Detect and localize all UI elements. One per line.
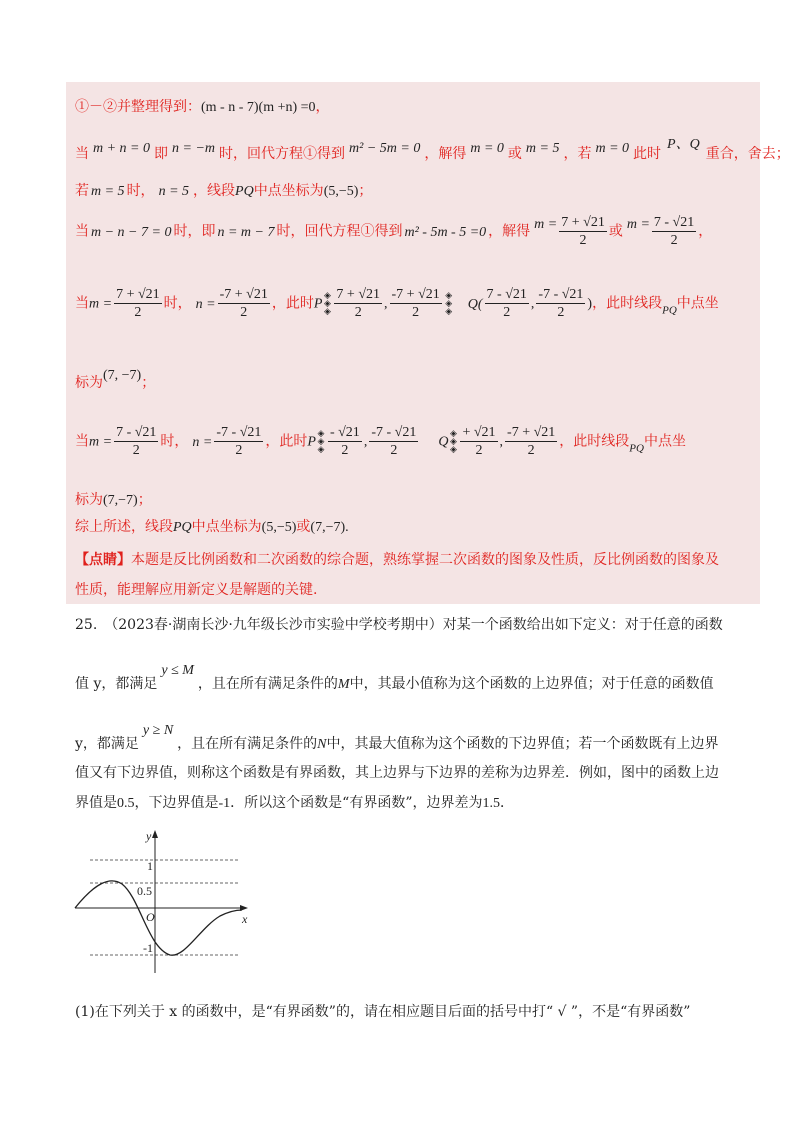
numerator: 7 + √21 bbox=[561, 215, 605, 230]
function-graph bbox=[70, 828, 260, 978]
numerator: -7 + √21 bbox=[507, 425, 556, 440]
fraction bbox=[485, 286, 529, 321]
numerator: -7 - √21 bbox=[216, 425, 262, 440]
text: ，此时线段 bbox=[592, 295, 663, 312]
text: ，线段 bbox=[193, 183, 236, 199]
solution-line-8 bbox=[75, 489, 152, 509]
value: -1 bbox=[218, 796, 231, 811]
numerator: 7 + √21 bbox=[336, 287, 381, 302]
text: 若 bbox=[75, 183, 89, 199]
problem-line-2 bbox=[75, 663, 714, 693]
fraction bbox=[214, 424, 263, 459]
text: ，此时 bbox=[271, 295, 314, 312]
text: ，下边界值是 bbox=[134, 795, 219, 811]
equation: (7,−7) bbox=[103, 493, 138, 508]
equation: m² - 5m - 5 =0 bbox=[404, 224, 487, 240]
equation: (7, −7) bbox=[103, 368, 142, 383]
text: ) bbox=[587, 296, 593, 312]
text: ，若 bbox=[563, 146, 592, 162]
bracket-glyph: ◈ ◈ ◈ bbox=[323, 290, 331, 317]
equation: m = 5 bbox=[91, 184, 125, 199]
equation: n = m − 7 bbox=[217, 224, 275, 240]
text: 综上所述，线段 bbox=[75, 519, 173, 535]
numerator: 7 + √21 bbox=[116, 287, 160, 302]
tick-label-05: 0.5 bbox=[137, 884, 152, 898]
text: 中，其最小值称为这个函数的上边界值；对于任意的函数值 bbox=[349, 676, 714, 692]
text: 时，回代方程①得到 bbox=[219, 146, 346, 162]
text: 中点坐标为 bbox=[191, 519, 262, 535]
fraction bbox=[114, 424, 158, 459]
equation: m = 0 bbox=[470, 141, 504, 156]
text: ； bbox=[358, 183, 373, 199]
text: 此时 bbox=[633, 146, 662, 162]
numerator: + √21 bbox=[462, 425, 496, 440]
text: 值 y，都满足 bbox=[75, 676, 158, 692]
equation: n = bbox=[192, 434, 213, 450]
text: ； bbox=[141, 375, 156, 391]
denominator: 2 bbox=[134, 305, 142, 320]
fraction bbox=[369, 424, 418, 459]
fraction bbox=[390, 286, 442, 321]
text: 界值是 bbox=[75, 795, 117, 811]
bracket-glyph: ◈ ◈ ◈ bbox=[317, 428, 325, 455]
equation: m = bbox=[89, 296, 113, 312]
text: 或 bbox=[296, 519, 311, 535]
fraction bbox=[334, 286, 382, 321]
point-label: P bbox=[307, 434, 316, 450]
text: 时，回代方程①得到 bbox=[276, 223, 403, 240]
numerator: -7 + √21 bbox=[391, 287, 440, 302]
equation: y ≥ N bbox=[142, 723, 174, 738]
solution-line-7: 当m = $\frac{7 - √21}{2}$ 时， n = $\frac{-7 - √21}{2}$ ，此时P◈ ◈ ◈ $\frac{- √21}{2}$ , $\frac{-7 - √21}{2}$ Q◈ ◈ ◈ $\frac{+ √21}{2}$ , $\frac{-7 + √21}{2}$ ，此时线段$_{PQ}$中点坐 bbox=[75, 425, 686, 458]
fraction bbox=[505, 424, 557, 459]
equation: n = bbox=[195, 296, 216, 312]
text: ， bbox=[698, 223, 713, 240]
equation: (5,−5) bbox=[261, 520, 297, 535]
text: ， bbox=[315, 99, 330, 115]
text: ，且在所有满足条件的 bbox=[177, 736, 318, 752]
equation: m = bbox=[534, 216, 558, 232]
fraction bbox=[114, 286, 162, 321]
numerator: 7 - √21 bbox=[653, 215, 695, 230]
text: ． bbox=[500, 795, 514, 811]
text: ，此时线段 bbox=[559, 433, 630, 450]
fraction bbox=[460, 424, 497, 459]
denominator: 2 bbox=[132, 443, 140, 458]
text: 中点坐 bbox=[643, 433, 686, 450]
problem-line-4: 值又有下边界值，则称这个函数是有界函数，其上边界与下边界的差称为边界差．例如，图中的函数上边 bbox=[75, 765, 719, 781]
text: 或 bbox=[507, 146, 522, 162]
point-label: Q bbox=[438, 434, 449, 450]
equation: m + n = 0 bbox=[93, 141, 151, 156]
equation: y ≤ M bbox=[161, 663, 194, 678]
denominator: 2 bbox=[527, 443, 535, 458]
equation: m = bbox=[626, 216, 650, 232]
y-axis-label: y bbox=[146, 829, 152, 843]
denominator: 2 bbox=[341, 443, 349, 458]
text: 标为 bbox=[75, 375, 103, 391]
solution-line-11 bbox=[75, 579, 317, 599]
numerator: 7 - √21 bbox=[116, 425, 157, 440]
numerator: -7 + √21 bbox=[219, 287, 268, 302]
denominator: 2 bbox=[670, 233, 678, 248]
text: y，都满足 bbox=[75, 736, 139, 752]
text: 当 bbox=[75, 223, 89, 240]
solution-line-9 bbox=[75, 516, 349, 536]
numerator: -7 - √21 bbox=[538, 287, 584, 302]
solution-line-1 bbox=[75, 96, 330, 116]
point-label: Q( bbox=[467, 296, 483, 312]
equation: (m - n - 7)(m +n) =0 bbox=[201, 100, 316, 115]
equation: m − n − 7 = 0 bbox=[91, 224, 172, 240]
fraction bbox=[559, 214, 607, 249]
equation: m² − 5m = 0 bbox=[349, 141, 421, 156]
text: 标为 bbox=[75, 492, 103, 508]
equation: N bbox=[317, 737, 327, 752]
text: 时， bbox=[163, 295, 192, 312]
text: 中点坐 bbox=[676, 295, 719, 312]
denominator: 2 bbox=[557, 305, 565, 320]
text: ； bbox=[137, 492, 152, 508]
solution-line-4 bbox=[75, 214, 712, 249]
equation: m = bbox=[89, 434, 113, 450]
problem-line-1: 25. （2023春·湖南长沙·九年级长沙市实验中学校考期中）对某一个函数给出如下定义：对于任意的函数 bbox=[75, 617, 723, 633]
equation: P、Q bbox=[667, 137, 700, 152]
tick-label-1: 1 bbox=[147, 859, 153, 873]
text: . bbox=[345, 520, 349, 535]
solution-line-10 bbox=[75, 549, 719, 569]
equation: (5,−5) bbox=[323, 184, 359, 199]
text: 当 bbox=[75, 295, 89, 312]
text: ．所以这个函数是“有界函数”，边界差为 bbox=[230, 795, 483, 811]
text: 中，其最大值称为这个函数的下边界值；若一个函数既有上边界 bbox=[326, 736, 719, 752]
problem-line-3 bbox=[75, 723, 719, 753]
equation: PQ bbox=[173, 520, 192, 535]
text: 时，即 bbox=[173, 223, 216, 240]
value: 1.5 bbox=[482, 796, 500, 811]
denominator: 2 bbox=[390, 443, 398, 458]
text: 性质，能理解应用新定义是解题的关键. bbox=[75, 582, 318, 598]
solution-line-2 bbox=[75, 133, 790, 163]
solution-line-3 bbox=[75, 180, 372, 200]
text: 中点坐标为 bbox=[253, 183, 324, 199]
numerator: -7 - √21 bbox=[371, 425, 417, 440]
y-axis-arrow bbox=[152, 830, 158, 838]
tick-label-m1: -1 bbox=[143, 941, 153, 955]
text: 时， bbox=[160, 433, 189, 450]
denominator: 2 bbox=[503, 305, 511, 320]
problem-line-5 bbox=[75, 792, 514, 812]
text: ，且在所有满足条件的 bbox=[197, 676, 338, 692]
fraction bbox=[328, 424, 362, 459]
equation: m = 0 bbox=[595, 141, 630, 156]
equation: n = 5 bbox=[158, 184, 190, 199]
solution-line-5: 当m = $\frac{7 + √21}{2}$ 时， n = $\frac{-7 + √21}{2}$ ，此时P◈ ◈ ◈ $\frac{7 + √21}{2}$ , $\frac{-7 + √21}{2}$ ◈ ◈ ◈ Q( $\frac{7 - √21}{2}$ , $\frac{-7 - √21}{2}$ )，此时线段$_{PQ}$中点坐 bbox=[75, 287, 719, 320]
bracket-glyph: ◈ ◈ ◈ bbox=[445, 290, 453, 317]
equation: PQ bbox=[662, 304, 677, 317]
fraction bbox=[536, 286, 585, 321]
solution-line-6 bbox=[75, 368, 155, 392]
text: 时， bbox=[126, 183, 155, 199]
fraction bbox=[218, 286, 270, 321]
denominator: 2 bbox=[412, 305, 420, 320]
x-axis-label: x bbox=[242, 912, 248, 926]
denominator: 2 bbox=[240, 305, 248, 320]
text: 当 bbox=[75, 433, 89, 450]
equation: PQ bbox=[629, 442, 644, 455]
denominator: 2 bbox=[579, 233, 587, 248]
text: ，解得 bbox=[424, 146, 467, 162]
text: ，解得 bbox=[488, 223, 531, 240]
point-label: P bbox=[313, 296, 323, 312]
fraction bbox=[652, 214, 696, 249]
text: 重合，舍去； bbox=[705, 146, 790, 162]
numerator: 7 - √21 bbox=[486, 287, 527, 302]
denominator: 2 bbox=[475, 443, 483, 458]
bracket-glyph: ◈ ◈ ◈ bbox=[449, 428, 457, 455]
denominator: 2 bbox=[235, 443, 243, 458]
text: 或 bbox=[608, 223, 623, 240]
text: ，此时 bbox=[265, 433, 308, 450]
text: 当 bbox=[75, 146, 89, 162]
numerator: - √21 bbox=[329, 425, 360, 440]
denominator: 2 bbox=[354, 305, 362, 320]
text: 本题是反比例函数和二次函数的综合题，熟练掌握二次函数的图象及性质，反比例函数的图象及 bbox=[131, 552, 719, 568]
value: 0.5 bbox=[117, 796, 135, 811]
equation: (7,−7) bbox=[310, 520, 346, 535]
equation: M bbox=[337, 677, 350, 692]
text: ①－②并整理得到： bbox=[75, 99, 201, 115]
function-curve bbox=[75, 881, 242, 955]
equation: n = −m bbox=[172, 141, 216, 156]
equation: m = 5 bbox=[525, 141, 560, 156]
question-1: (1)在下列关于 x 的函数中，是“有界函数”的，请在相应题目后面的括号中打“ √ ”，不是“有界函数” bbox=[75, 1004, 691, 1020]
text: 即 bbox=[154, 146, 169, 162]
origin-label: O bbox=[146, 910, 155, 924]
equation: PQ bbox=[235, 184, 254, 199]
key-point-tag: 【点睛】 bbox=[75, 552, 131, 568]
